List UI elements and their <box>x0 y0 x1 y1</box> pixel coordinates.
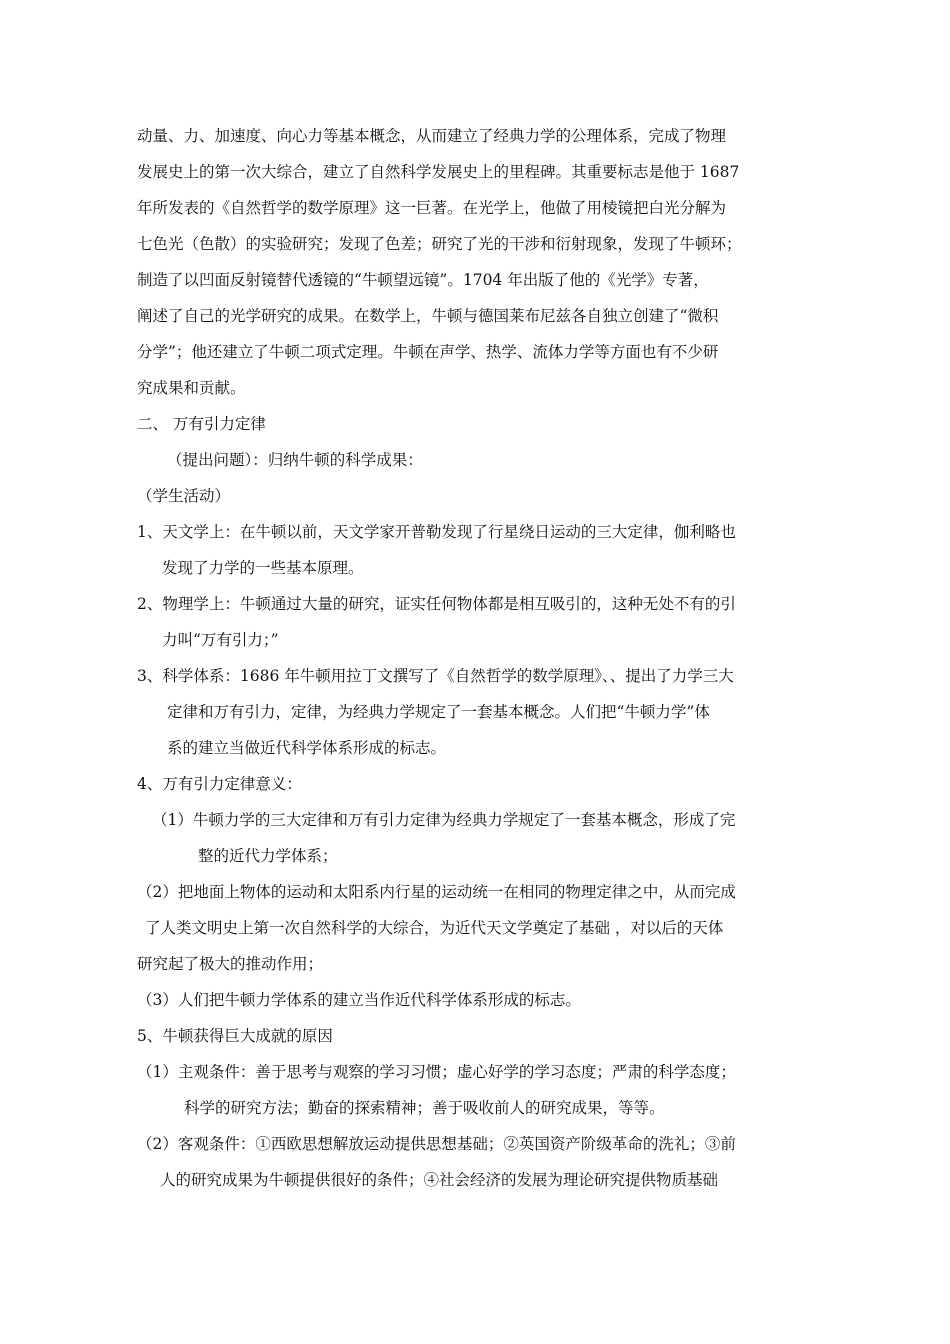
text-line: 究成果和贡献。 <box>137 379 246 397</box>
list-item: 3、科学体系：1686 年牛顿用拉丁文撰写了《自然哲学的数学原理》、、提出了力学三大 <box>137 667 734 685</box>
list-item: 1、天文学上：在牛顿以前，天文学家开普勒发现了行星绕日运动的三大定律，伽利略也 <box>137 523 736 541</box>
list-item: 4、万有引力定律意义： <box>137 775 302 793</box>
text-line: 整的近代力学体系； <box>198 847 338 865</box>
text-line: 科学的研究方法；勤奋的探索精神；善于吸收前人的研究成果，等等。 <box>184 1099 665 1117</box>
list-item: （2）把地面上物体的运动和太阳系内行星的运动统一在相同的物理定律之中，从而完成 <box>137 883 736 901</box>
list-item: （1）牛顿力学的三大定律和万有引力定律为经典力学规定了一套基本概念，形成了完 <box>152 811 736 829</box>
text-line: 了人类文明史上第一次自然科学的大综合，为近代天文学奠定了基础 ，对以后的天体 <box>145 919 724 937</box>
section-heading: 二、 万有引力定律 <box>137 415 266 433</box>
text-line: 七色光（色散）的实验研究；发现了色差；研究了光的干涉和衍射现象，发现了牛顿环； <box>137 235 742 253</box>
text-line: （提出问题）：归纳牛顿的科学成果： <box>167 451 423 469</box>
text-line: 制造了以凹面反射镜替代透镜的“牛顿望远镜”。1704 年出版了他的《光学》专著， <box>137 271 709 289</box>
text-line: （学生活动） <box>137 487 231 505</box>
text-line: 人的研究成果为牛顿提供很好的条件；④社会经济的发展为理论研究提供物质基础 <box>160 1171 719 1189</box>
list-item: 2、物理学上：牛顿通过大量的研究，证实任何物体都是相互吸引的，这种无处不有的引 <box>137 595 736 613</box>
text-line: 发现了力学的一些基本原理。 <box>162 559 364 577</box>
text-line: 分学”；他还建立了牛顿二项式定理。牛顿在声学、热学、流体力学等方面也有不少研 <box>137 343 719 361</box>
text-line: 发展史上的第一次大综合，建立了自然科学发展史上的里程碑。其重要标志是他于 1687 <box>137 163 740 181</box>
text-line: 阐述了自己的光学研究的成果。在数学上，牛顿与德国莱布尼兹各自独立创建了“微积 <box>137 307 719 325</box>
text-line: 动量、力、加速度、向心力等基本概念，从而建立了经典力学的公理体系，完成了物理 <box>137 127 727 145</box>
text-line: 力叫“万有引力；” <box>162 631 279 649</box>
text-line: 系的建立当做近代科学体系形成的标志。 <box>167 739 447 757</box>
list-item: （2）客观条件：①西欧思想解放运动提供思想基础；②英国资产阶级革命的洗礼；③前 <box>137 1135 736 1153</box>
list-item: 5、牛顿获得巨大成就的原因 <box>137 1027 333 1045</box>
list-item: （3）人们把牛顿力学体系的建立当作近代科学体系形成的标志。 <box>137 991 581 1009</box>
text-line: 定律和万有引力，定律，为经典力学规定了一套基本概念。人们把“牛顿力学”体 <box>167 703 710 721</box>
text-line: 研究起了极大的推动作用； <box>137 955 324 973</box>
text-line: 年所发表的《自然哲学的数学原理》这一巨著。在光学上，他做了用棱镜把白光分解为 <box>137 199 727 217</box>
list-item: （1）主观条件：善于思考与观察的学习习惯；虚心好学的学习态度；严肃的科学态度； <box>137 1063 736 1081</box>
